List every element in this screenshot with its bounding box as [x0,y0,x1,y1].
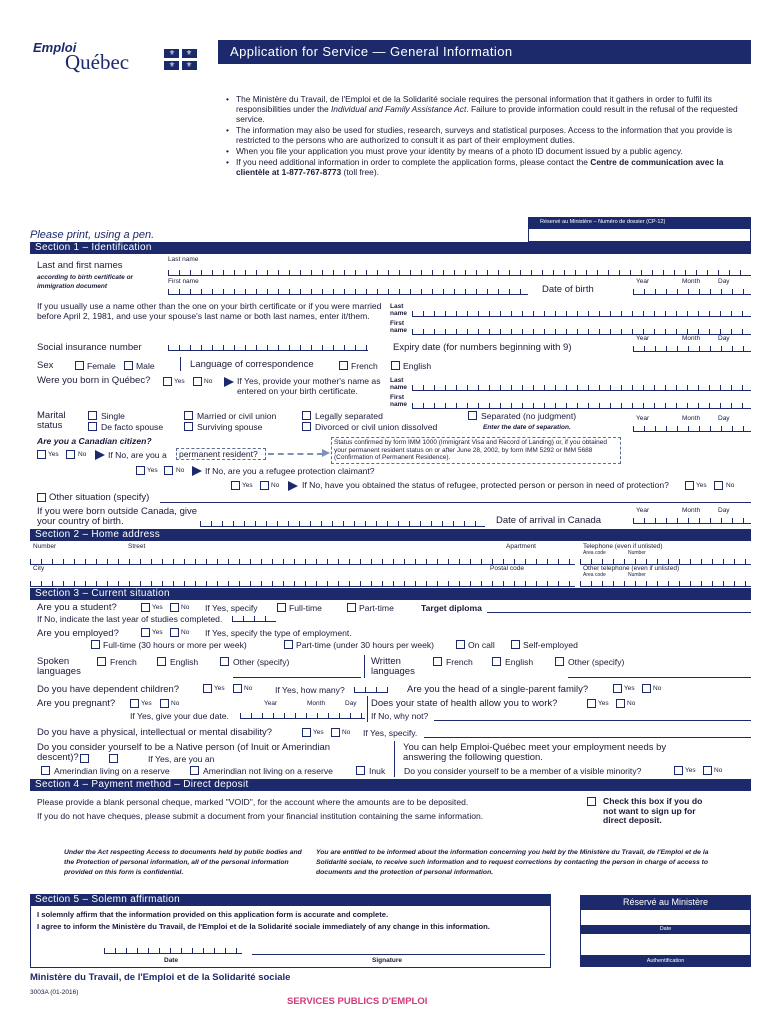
born-qc-yes-checkbox[interactable] [163,377,172,386]
section-5-header: Section 5 – Solemn affirmation [30,894,551,906]
section-4-header: Section 4 – Payment method – Direct deposit [30,779,751,791]
health-yes-checkbox[interactable] [587,699,596,708]
section-2-header: Section 2 – Home address [30,529,751,541]
address-number-street-input[interactable] [30,556,575,565]
form-code: 3003A (01-2016) [30,989,79,996]
lang-english-checkbox[interactable] [391,361,400,370]
citizen-no-checkbox[interactable] [66,450,75,459]
student-parttime-checkbox[interactable] [347,603,356,612]
refugee-status-yes-checkbox[interactable] [231,481,240,490]
amerindian-off-reserve-checkbox[interactable] [190,766,199,775]
employed-oncall-checkbox[interactable] [456,640,465,649]
student-yes-checkbox[interactable] [141,603,150,612]
employed-selfemp-checkbox[interactable] [511,640,520,649]
section-1-header: Section 1 – Identification [30,242,751,254]
reserved-file-number-box [528,228,751,242]
dependent-no-checkbox[interactable] [233,684,242,693]
other-situation-checkbox[interactable] [37,493,46,502]
affirmation-date-input[interactable] [104,945,242,954]
other-name-label: If you usually use a name other than the one on your birth certificate or if you were married before April 2, 1981, and use your spouse's last name or both last names, enter it/them. [37,301,382,321]
sin-input[interactable] [168,342,368,351]
written-english-checkbox[interactable] [492,657,501,666]
refugee-claimant-no-checkbox[interactable] [164,466,173,475]
pregnant-yes-checkbox[interactable] [130,699,139,708]
marital-single-checkbox[interactable] [88,411,97,420]
marital-surviving-checkbox[interactable] [184,422,193,431]
intro-bullets [226,94,741,178]
separation-date-input[interactable] [633,423,751,432]
other-first-name-input[interactable] [412,326,751,335]
telephone-input[interactable] [580,556,751,565]
single-parent-no-checkbox[interactable] [642,684,651,693]
minority-no-checkbox[interactable] [703,766,712,775]
employed-pt-checkbox[interactable] [284,640,293,649]
other-last-name-input[interactable] [412,308,751,317]
names-label: Last and first names [37,260,123,271]
bullet-4: • If you need additional information in order to complete the application forms, please contact the Centre de communication avec la clientèle at 1-877-767-8773 (toll free). [226,157,741,177]
inuk-checkbox[interactable] [356,766,365,775]
last-name-label: Last name [168,256,199,263]
mother-first-name-input[interactable] [412,400,751,409]
bullet-1: • The Ministère du Travail, de l'Emploi et de la Solidarité sociale requires the personal information that it gathers in order to fulfil its responsibilities under the Individual and Family Assistance Act. Failure to provide information could result in the refusal of the requested service. [226,94,741,124]
amerindian-on-reserve-checkbox[interactable] [41,766,50,775]
native-no-checkbox[interactable] [109,754,118,763]
written-other-checkbox[interactable] [555,657,564,666]
no-direct-deposit-checkbox[interactable] [587,797,596,806]
protected-no-checkbox[interactable] [714,481,723,490]
ministry-name: Ministère du Travail, de l'Emploi et de la Solidarité sociale [30,972,291,983]
first-name-input[interactable] [168,286,528,295]
pregnant-no-checkbox[interactable] [160,699,169,708]
disability-yes-checkbox[interactable] [302,728,311,737]
written-french-checkbox[interactable] [433,657,442,666]
how-many-input[interactable] [354,684,388,693]
names-sub: according to birth certificate or immigration document [37,274,134,290]
city-postal-input[interactable] [30,578,575,587]
health-no-checkbox[interactable] [616,699,625,708]
section-3-header: Section 3 – Current situation [30,588,751,600]
signature-field[interactable] [252,930,545,954]
other-telephone-input[interactable] [580,578,751,587]
sex-male-checkbox[interactable] [124,361,133,370]
form-title: Application for Service — General Information [218,40,751,64]
employed-no-checkbox[interactable] [170,628,179,637]
mother-last-name-input[interactable] [412,382,751,391]
last-year-studies-input[interactable] [232,613,276,622]
disability-no-checkbox[interactable] [331,728,340,737]
expiry-input[interactable] [633,343,751,352]
sin-label: Social insurance number [37,342,142,353]
citizen-yes-checkbox[interactable] [37,450,46,459]
sex-female-checkbox[interactable] [75,361,84,370]
protected-yes-checkbox[interactable] [685,481,694,490]
reserved-file-number-label: Réservé au Ministère – Numéro de dossier (CP-12) [528,217,751,228]
marital-defacto-checkbox[interactable] [88,422,97,431]
spoken-english-checkbox[interactable] [157,657,166,666]
single-parent-yes-checkbox[interactable] [613,684,622,693]
spoken-other-checkbox[interactable] [220,657,229,666]
spoken-french-checkbox[interactable] [97,657,106,666]
student-fulltime-checkbox[interactable] [277,603,286,612]
rights-note: You are entitled to be informed about the information concerning you held by the Ministère du Travail, de l'Emploi et de la Solidarité sociale, to receive such information and to request corrections by contacting the person in charge of access to documents and the protection of personal information. [316,849,709,876]
last-name-input[interactable] [168,267,751,276]
access-note: Under the Act respecting Access to documents held by public bodies and the Protection of personal information, all of the personal information provided on this form is confidential. [64,849,302,876]
marital-married-checkbox[interactable] [184,411,193,420]
marital-divorced-checkbox[interactable] [302,422,311,431]
bullet-2: • The information may also be used for studies, research, surveys and statistical purposes. Access to the information that you provide is restricted to the persons who are authorized to consult it as part of their employment duties. [226,125,741,145]
services-logo: SERVICES PUBLICS D'EMPLOI [287,996,428,1007]
logo-emploi: Emploi [33,40,77,55]
refugee-status-no-checkbox[interactable] [260,481,269,490]
first-name-label: First name [168,278,199,285]
employed-yes-checkbox[interactable] [141,628,150,637]
logo-quebec: Québec [65,50,130,74]
refugee-claimant-yes-checkbox[interactable] [136,466,145,475]
employed-ft-checkbox[interactable] [91,640,100,649]
country-of-birth-input[interactable] [200,518,485,527]
expiry-label: Expiry date (for numbers beginning with 9) [393,342,572,353]
print-note: Please print, using a pen. [30,229,155,241]
dob-input[interactable] [633,286,751,295]
reserved-ministry-header: Réservé au Ministère [580,895,751,909]
dob-label: Date of birth [542,284,594,295]
lang-french-checkbox[interactable] [339,361,348,370]
bullet-3: • When you file your application you must prove your identity by means of a photo ID document issued by a public agency. [226,146,741,156]
student-no-checkbox[interactable] [170,603,179,612]
marital-separated-checkbox[interactable] [468,411,477,420]
born-qc-no-checkbox[interactable] [193,377,202,386]
due-date-input[interactable] [240,710,365,719]
minority-yes-checkbox[interactable] [674,766,683,775]
quebec-flag-icon: ⚜ ⚜ ⚜ ⚜ [164,49,197,70]
native-yes-checkbox[interactable] [80,754,89,763]
dependent-yes-checkbox[interactable] [203,684,212,693]
arrival-date-input[interactable] [633,515,751,524]
marital-legally-separated-checkbox[interactable] [302,411,311,420]
